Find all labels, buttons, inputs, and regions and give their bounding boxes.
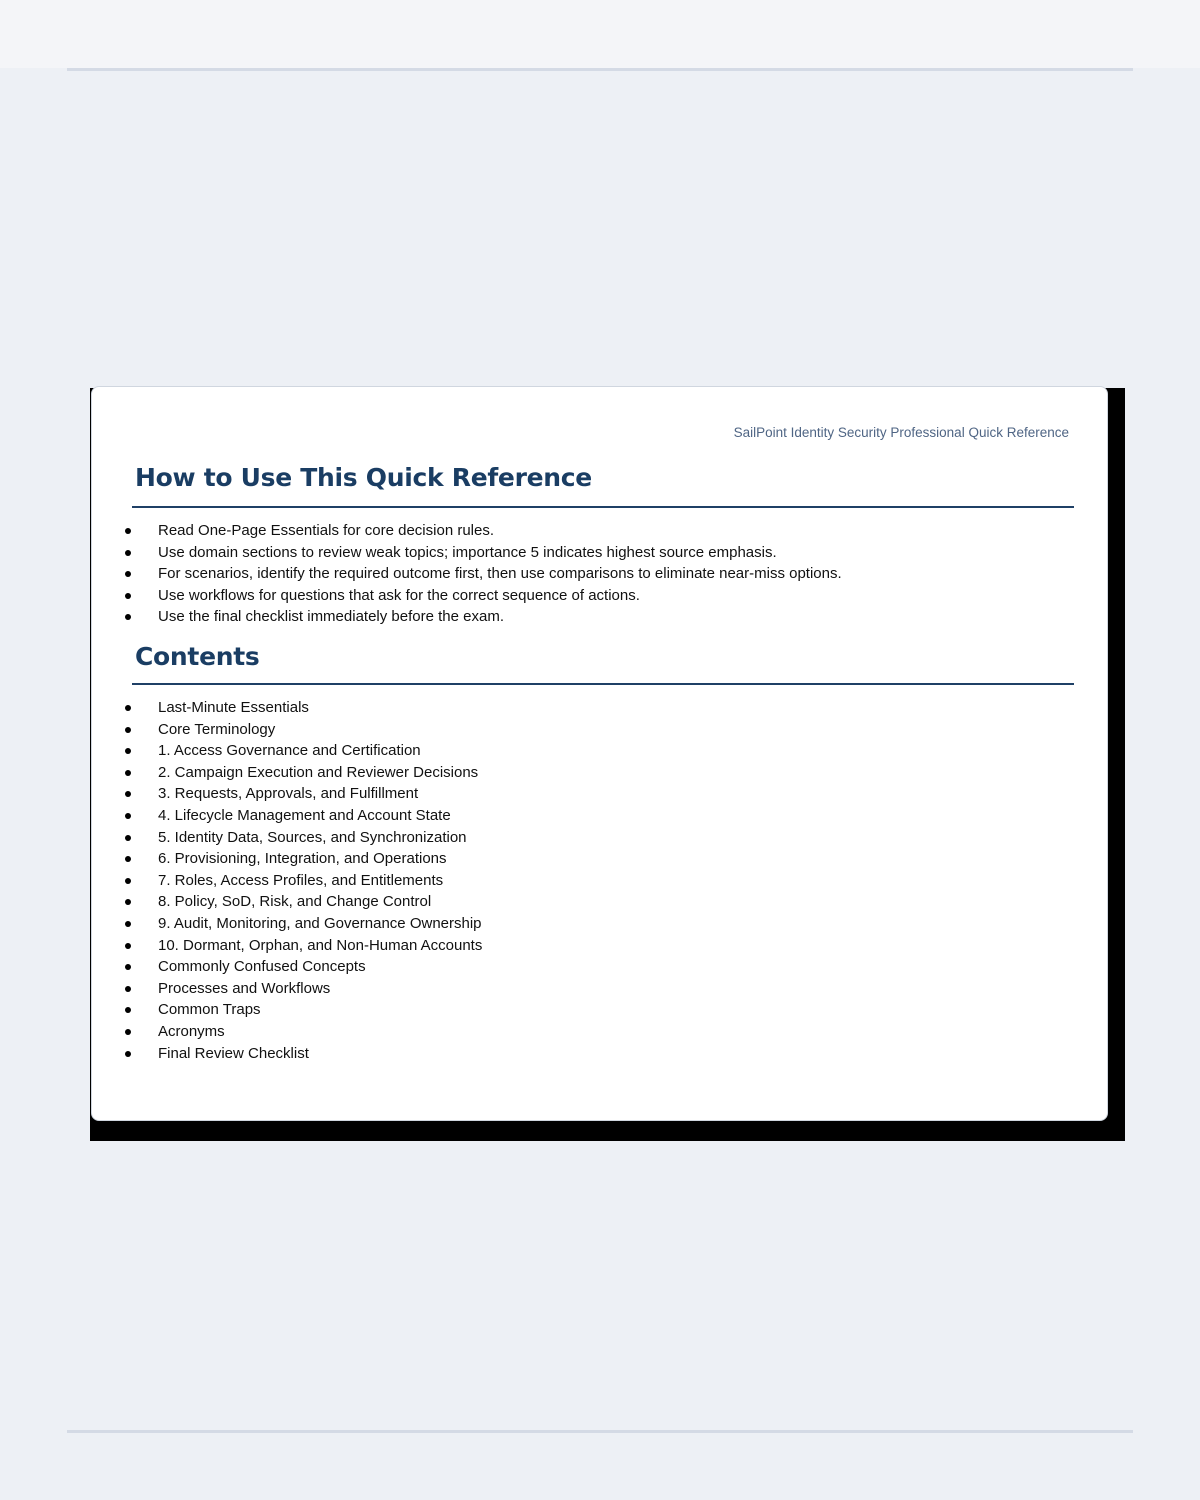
bottom-divider [67, 1430, 1133, 1433]
bullet-icon [125, 705, 131, 711]
bullet-icon [125, 791, 131, 797]
bullet-icon [125, 748, 131, 754]
bullet-icon [125, 1051, 131, 1057]
bullet-icon [125, 899, 131, 905]
bullet-icon [125, 593, 131, 599]
bullet-icon [125, 528, 131, 534]
bullet-icon [125, 986, 131, 992]
list-item-text: Read One-Page Essentials for core decision rules. [158, 522, 495, 539]
bullet-icon [125, 878, 131, 884]
bullet-icon [125, 1007, 131, 1013]
bullet-icon [125, 835, 131, 841]
contents-item[interactable] [92, 805, 482, 827]
document-page [91, 386, 1108, 1121]
list-item-text: Use domain sections to review weak topics; importance 5 indicates highest source emphasis. [158, 543, 777, 561]
list-item [92, 520, 842, 542]
contents-rule [132, 683, 1074, 685]
how-to-use-list [92, 520, 842, 628]
bullet-icon [125, 727, 131, 733]
top-divider [67, 68, 1133, 71]
contents-item[interactable] [92, 1043, 482, 1065]
contents-item-text: 1. Access Governance and Certification [158, 742, 421, 760]
contents-item[interactable] [92, 719, 482, 741]
contents-item[interactable] [92, 935, 482, 957]
contents-list [92, 697, 482, 1064]
contents-item[interactable] [92, 783, 482, 805]
contents-item-text: 8. Policy, SoD, Risk, and Change Control [158, 893, 432, 911]
contents-heading: Contents [135, 642, 260, 671]
contents-item-text: 10. Dormant, Orphan, and Non-Human Accounts [158, 936, 483, 954]
contents-item-text: Acronyms [158, 1022, 225, 1040]
list-item [92, 606, 842, 628]
contents-item-text: Final Review Checklist [158, 1044, 309, 1062]
contents-item-text: 7. Roles, Access Profiles, and Entitlements [158, 871, 444, 889]
contents-item[interactable] [92, 999, 482, 1021]
contents-item[interactable] [92, 762, 482, 784]
contents-item[interactable] [92, 827, 482, 849]
how-to-use-rule [132, 506, 1074, 508]
contents-item-text: 6. Provisioning, Integration, and Operations [158, 850, 447, 868]
bullet-icon [125, 943, 131, 949]
contents-item[interactable] [92, 978, 482, 1000]
bullet-icon [125, 614, 131, 620]
contents-item-text: 4. Lifecycle Management and Account State [158, 806, 451, 824]
list-item-text: Use workflows for questions that ask for the correct sequence of actions. [158, 586, 640, 604]
list-item [92, 563, 842, 585]
contents-item-text: Commonly Confused Concepts [158, 958, 366, 976]
list-item [92, 585, 842, 607]
bullet-icon [125, 550, 131, 556]
contents-item-text: 2. Campaign Execution and Reviewer Decisions [158, 763, 479, 781]
how-to-use-heading: How to Use This Quick Reference [135, 463, 592, 492]
bullet-icon [125, 770, 131, 776]
contents-item[interactable] [92, 848, 482, 870]
bullet-icon [125, 921, 131, 927]
contents-item[interactable] [92, 740, 482, 762]
bullet-icon [125, 856, 131, 862]
bullet-icon [125, 964, 131, 970]
contents-item[interactable] [92, 870, 482, 892]
contents-item[interactable] [92, 697, 482, 719]
viewer-toolbar [0, 0, 1200, 68]
list-item-text: For scenarios, identify the required outcome first, then use comparisons to eliminate near-miss options. [158, 565, 842, 583]
contents-item[interactable] [92, 913, 482, 935]
list-item-text: Use the final checklist immediately before the exam. [158, 608, 504, 626]
bullet-icon [125, 813, 131, 819]
contents-item-text: Last-Minute Essentials [158, 699, 309, 716]
contents-item[interactable] [92, 891, 482, 913]
contents-item[interactable] [92, 956, 482, 978]
contents-item-text: Processes and Workflows [158, 979, 331, 997]
contents-item-text: 5. Identity Data, Sources, and Synchronization [158, 828, 467, 846]
running-header: SailPoint Identity Security Professional Quick Reference [733, 425, 1069, 440]
contents-item-text: Core Terminology [158, 720, 276, 738]
contents-item[interactable] [92, 1021, 482, 1043]
contents-item-text: 9. Audit, Monitoring, and Governance Ownership [158, 914, 482, 932]
bullet-icon [125, 571, 131, 577]
contents-item-text: 3. Requests, Approvals, and Fulfillment [158, 785, 419, 803]
bullet-icon [125, 1029, 131, 1035]
contents-item-text: Common Traps [158, 1001, 261, 1019]
list-item [92, 542, 842, 564]
